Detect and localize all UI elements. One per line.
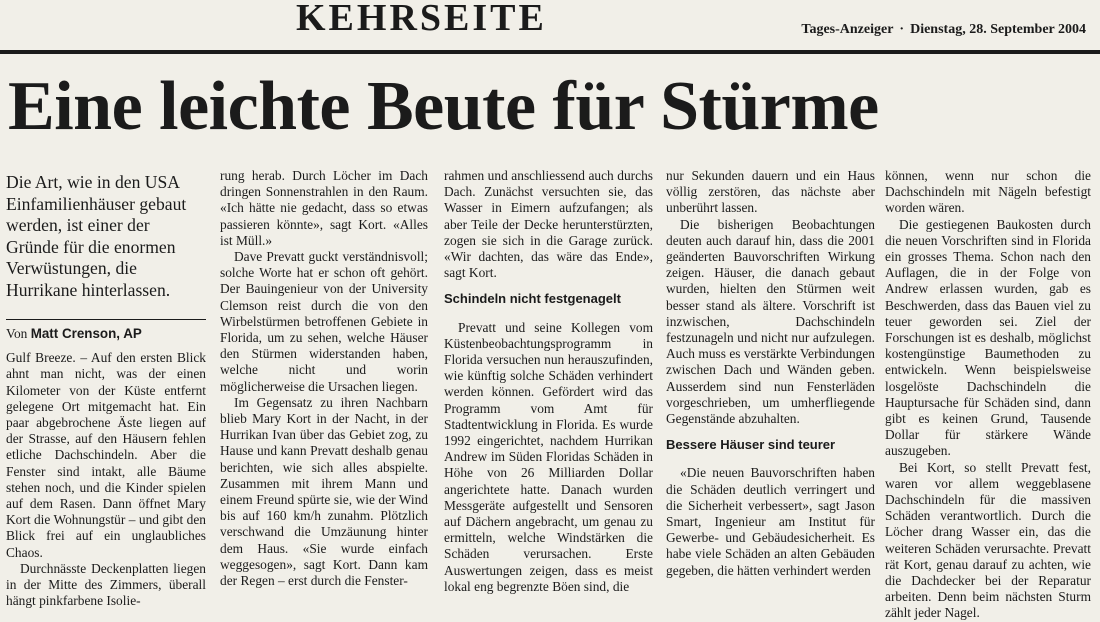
paragraph: Die bisherigen Beobachtungen deuten auch darauf hin, dass die 2001 geänderten Bauvorschriften Wirkung zeigen. Häuser, die danach gebaut wurden, hielten den Stürmen weit besser stand als ältere. Vorschrift ist inzwischen, Dachschindeln festzunageln und nicht nur aufzulegen. Auch muss es verstärkte Verbindungen zwischen Dach und Wänden geben. Ausserdem sind nun Fensterläden vorgeschrieben, um umherfliegende Gegenstände abzuhalten.	[666, 216, 875, 427]
paragraph: Durchnässte Deckenplatten liegen in der Mitte des Zimmers, überall hängt pinkfarbene Isolie-	[6, 560, 206, 609]
column-3	[444, 168, 653, 598]
paragraph: Im Gegensatz zu ihren Nachbarn blieb Mary Kort in der Nacht, in der Hurrikan Ivan über das Gebiet zog, zu Hause und kann Prevatt deshalb genau berichten, wie sich alles abspielte. Zusammen mit ihrem Mann und einem Freund spürte sie, wie der Wind bis auf 160 km/h zunahm. Plötzlich verschwand die Umzäunung hinter dem Haus. «Sie wurde einfach weggesogen», sagt Kort. Dann kam der Regen – erst durch die Fenster-	[220, 394, 428, 589]
column-4	[666, 168, 875, 598]
paragraph: Dave Prevatt guckt verständnisvoll; solche Worte hat er schon oft gehört. Der Bauingenieur von der University Clemson reist durch die von den Wirbelstürmen betroffenen Gebiete in Florida, um zu sehen, welche Häuser den Stürmen widerstanden haben, welche nicht und worin möglicherweise die Ursachen liegen.	[220, 249, 428, 394]
byline	[6, 319, 206, 342]
publication-date: Dienstag, 28. September 2004	[910, 22, 1086, 37]
paragraph: Gulf Breeze. – Auf den ersten Blick ahnt man nicht, was der einen Kilometer von der Küste entfernt gelegene Ort mitgemacht hat. Ein paar abgebrochene Äste liegen auf der Strasse, auf den Häusern fehlen etliche Dachschindeln. Aber die Fenster sind intakt, alle Bäume stehen noch, und die Kinder spielen auf dem Rasen. Dann öffnet Mary Kort die Wohnungstür – und gibt den Blick frei auf ein unglaubliches Chaos.	[6, 350, 206, 560]
subheading-schindeln: Schindeln nicht festgenagelt	[444, 291, 621, 307]
paragraph: Bei Kort, so stellt Prevatt fest, waren vor allem weggeblasene Dachschindeln für die massiven Schäden verantwortlich. Durch die Löcher drang Wasser ein, das die weiteren Schäden verursachte. Prevatt rät Kort, genau darauf zu achten, wie die Dachdecker bei der Reparatur arbeiten. Denn beim nächsten Sturm zählt jeder Nagel.	[885, 459, 1091, 621]
paragraph: Prevatt und seine Kollegen vom Küstenbeobachtungsprogramm in Florida versuchen nun herauszufinden, wie künftig solche Schäden verhindert werden können. Gefördert wird das Programm vom Amt für Stadtentwicklung in Florida. Es wurde 1992 eingerichtet, nachdem Hurrikan Andrew im Süden Floridas Schäden in Höhe von 26 Milliarden Dollar angerichtete hatte. Danach wurden Messgeräte aufgestellt und Sensoren auf Dächern angebracht, um genau zu ermitteln, welche Windstärken die Schäden verursachen. Erste Auswertungen zeigen, dass es meist lokal eng begrenzte Böen sind, die	[444, 319, 653, 594]
publication-info	[801, 22, 1086, 38]
paragraph: können, wenn nur schon die Dachschindeln mit Nägeln befestigt worden wären.	[885, 168, 1091, 216]
article-headline: Eine leichte Beute für Stürme	[8, 68, 879, 145]
byline-prefix: Von	[6, 326, 28, 341]
paragraph: rung herab. Durch Löcher im Dach dringen Sonnenstrahlen in den Raum. «Ich hätte nie gedacht, dass so etwas passieren könnte», sagt Kort. «Alles ist Müll.»	[220, 168, 428, 248]
column-1	[6, 168, 206, 609]
article-lead: Die Art, wie in den USA Einfamilienhäuser gebaut werden, ist einer der Gründe für die enormen Verwüstungen, die Hurrikane hinterlassen.	[6, 172, 187, 300]
subheading-bessere-haeuser: Bessere Häuser sind teurer	[666, 437, 836, 453]
masthead	[0, 0, 1100, 54]
column-5	[885, 168, 1091, 621]
byline-author: Matt Crenson, AP	[30, 326, 142, 341]
paragraph: rahmen und anschliessend auch durchs Dach. Zunächst versuchten sie, das Wasser in Eimern aufzufangen; als aber Teile der Decke herunterstürzten, zogen sie sich in die Garage zurück. «Wir dachten, das wäre das Ende», sagt Kort.	[444, 168, 653, 281]
paragraph: nur Sekunden dauern und ein Haus völlig zerstören, das nächste aber unberührt lassen.	[666, 168, 875, 216]
section-title: KEHRSEITE	[296, 0, 547, 39]
column-2	[220, 168, 428, 598]
paragraph: Die gestiegenen Baukosten durch die neuen Vorschriften sind in Florida ein grosses Thema. Schon nach den Auflagen, die in der Folge von Andrew erlassen wurden, gab es Beschwerden, dass das Bauen viel zu teuer geworden sei. Ziel der Forschungen ist es deshalb, möglichst kostengünstige Baumethoden zu entwickeln. Wenn beispielsweise losgelöste Dachschindeln die Hauptursache für Schäden sind, dann gibt es keinen Grund, Tausende Dollar für stärkere Wände auszugeben.	[885, 216, 1091, 459]
newspaper-name: Tages-Anzeiger	[801, 22, 894, 37]
pubinfo-separator: ·	[899, 22, 905, 37]
paragraph: «Die neuen Bauvorschriften haben die Schäden deutlich verringert und die Sicherheit verbessert», sagt Jason Smart, Ingenieur am Institut für Gewerbe- und Gebäudesicherheit. Es habe viele Schäden an alten Gebäuden gegeben, die hätten verhindert werden	[666, 465, 875, 578]
